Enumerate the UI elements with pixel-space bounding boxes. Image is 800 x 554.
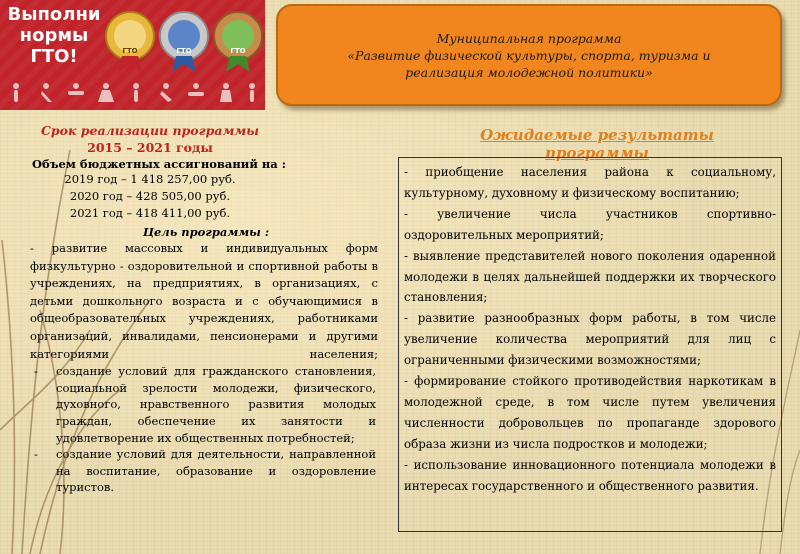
sport-pictograms: [6, 78, 261, 106]
program-details: [30, 122, 382, 496]
silver-badge-label: ГТО: [176, 47, 192, 55]
term-title: Срок реализации программы: [40, 123, 260, 138]
program-title-line-3: реализация молодежной политики»: [405, 64, 653, 80]
goal-list-item: - создание условий для гражданского становления, социальной зрелости молодежи, физического, духовного, нравственного развития молодых граждан, обеспечение их занятости и удовлетворение их общественных потребностей;: [30, 363, 376, 446]
goal-title: Цель программы :: [142, 225, 270, 239]
budget-title: Объем бюджетных ассигнований на :: [32, 157, 286, 171]
result-item: - формирование стойкого противодействия наркотикам в молодежной среде, в том числе путем увеличения численности добровольцев по пропаганде здорового образа жизни из числа подростков и молодежи;: [404, 374, 776, 451]
gto-banner: [0, 0, 265, 110]
results-box: [398, 157, 782, 532]
gto-badges: [104, 6, 264, 76]
results-title: Ожидаемые результаты программы: [480, 126, 714, 162]
gold-badge-label: ГТО: [122, 47, 138, 55]
result-item: - развитие разнообразных форм работы, в том числе увеличение количества мероприятий для лиц с ограниченными физическими возможностями;: [404, 311, 776, 368]
program-title-line-1: Муниципальная программа: [436, 30, 622, 46]
result-item: - использование инновационного потенциала молодежи в интересах государственного и общественного развития.: [404, 457, 776, 493]
goal-text: - развитие массовых и индивидуальных форм физкультурно - оздоровительной и спортивной работы в учреждениях, на предприятиях, в организациях, с детьми дошкольного возраста и с обучающимися в общеобразовательных учреждениях, работниками организаций, инвалидами, пенсионерами и другими категориями населения;: [30, 241, 378, 361]
result-item: - увеличение числа участников спортивно-оздоровительных мероприятий;: [404, 206, 776, 242]
program-title-box: [276, 4, 782, 106]
goal-list-item: - создание условий для деятельности, направленной на воспитание, образование и оздоровление туристов.: [30, 446, 376, 496]
bronze-badge-icon: [214, 12, 262, 72]
result-item: - выявление представителей нового поколения одаренной молодежи в целях дальнейшей поддержки их творческого становления;: [404, 248, 776, 305]
budget-line-2021: 2021 год – 418 411,00 руб.: [69, 206, 231, 220]
result-item: - приобщение населения района к социальному, культурному, духовному и физическому воспитанию;: [404, 165, 776, 200]
budget-line-2019: 2019 год – 1 418 257,00 руб.: [64, 172, 236, 186]
gold-badge-icon: [106, 12, 154, 72]
bronze-badge-label: ГТО: [230, 47, 246, 55]
goal-list: [30, 363, 382, 496]
term-years: 2015 – 2021 годы: [87, 140, 213, 155]
budget-line-2020: 2020 год – 428 505,00 руб.: [69, 189, 231, 203]
silver-badge-icon: [160, 12, 208, 72]
gto-slogan: Выполни нормы ГТО!: [7, 4, 101, 67]
program-title-line-2: «Развитие физической культуры, спорта, туризма и: [347, 47, 711, 63]
